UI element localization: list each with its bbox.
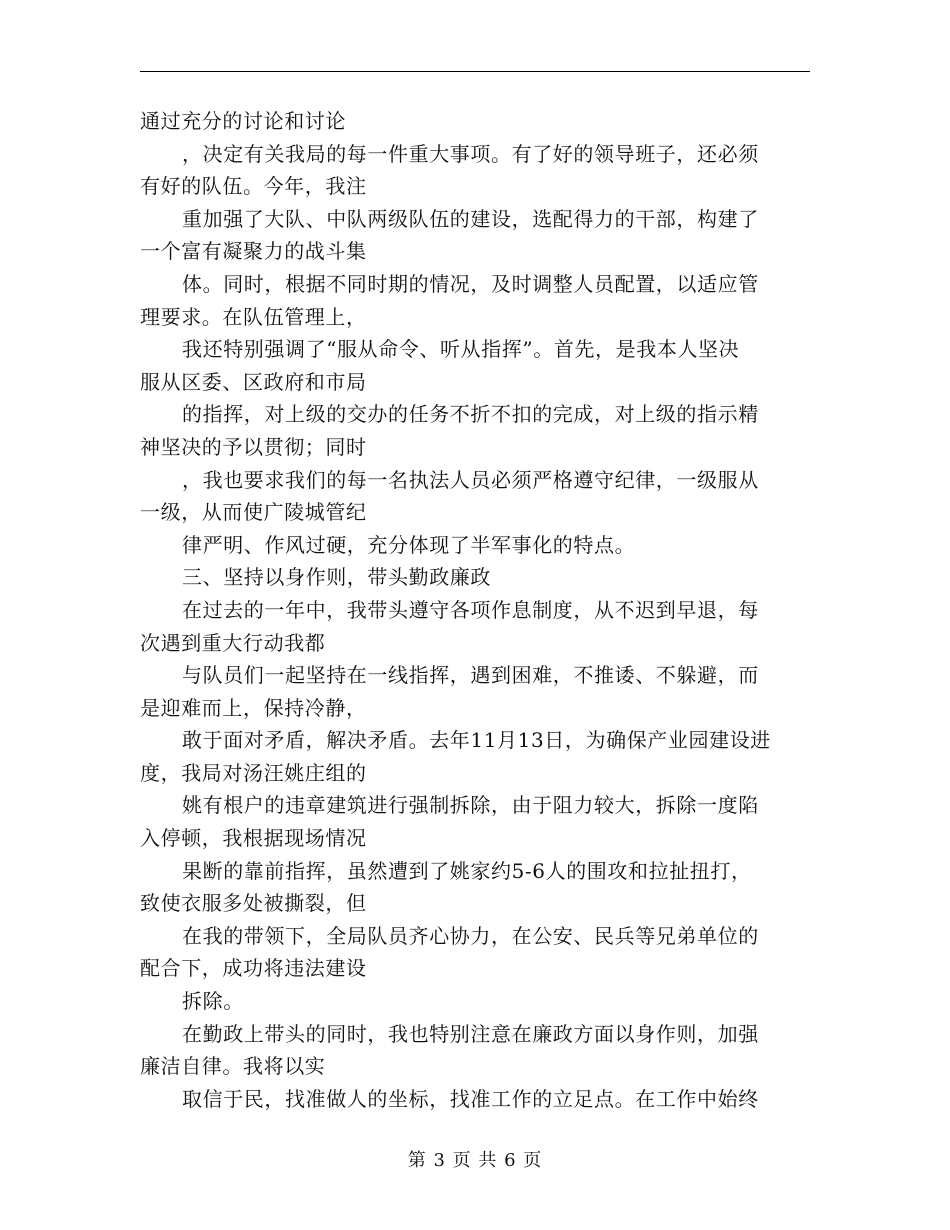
text-line: 是迎难而上，保持冷静，	[140, 695, 367, 720]
text-line: 在勤政上带头的同时，我也特别注意在廉政方面以身作则，加强	[182, 1021, 759, 1046]
text-line: 体。同时，根据不同时期的情况，及时调整人员配置，以适应管	[182, 271, 759, 296]
text-line: 律严明、作风过硬，充分体现了半军事化的特点。	[182, 532, 636, 557]
page-footer: 第 3 页 共 6 页	[407, 1150, 543, 1171]
text-line: 配合下，成功将违法建设	[140, 956, 367, 981]
text-line: 我还特别强调了“服从命令、听从指挥”。首先，是我本人坚决	[182, 337, 740, 362]
text-line: 取信于民，找准做人的坐标，找准工作的立足点。在工作中始终	[182, 1086, 759, 1111]
text-line: 在我的带领下，全局队员齐心协力，在公安、民兵等兄弟单位的	[182, 923, 759, 948]
text-line: ，决定有关我局的每一件重大事项。有了好的领导班子，还必须	[182, 141, 759, 166]
text-line: 的指挥，对上级的交办的任务不折不扣的完成，对上级的指示精	[182, 402, 759, 427]
text-line: 度，我局对汤汪姚庄组的	[140, 760, 367, 785]
text-line: 致使衣服多处被撕裂，但	[140, 891, 367, 916]
text-line: ，我也要求我们的每一名执法人员必须严格遵守纪律，一级服从	[182, 467, 759, 492]
body-text	[140, 105, 815, 1115]
text-line: 廉洁自律。我将以实	[140, 1054, 326, 1079]
text-line: 理要求。在队伍管理上，	[140, 304, 367, 329]
text-line: 服从区委、区政府和市局	[140, 369, 367, 394]
text-line: 神坚决的予以贯彻；同时	[140, 434, 367, 459]
text-line: 在过去的一年中，我带头遵守各项作息制度，从不迟到早退，每	[182, 597, 759, 622]
text-line: 一级，从而使广陵城管纪	[140, 500, 367, 525]
text-line: 通过充分的讨论和讨论	[140, 109, 346, 133]
text-line: 姚有根户的违章建筑进行强制拆除，由于阻力较大，拆除一度陷	[182, 793, 759, 818]
text-line: 次遇到重大行动我都	[140, 630, 326, 655]
text-line: 果断的靠前指挥，虽然遭到了姚家约5-6人的围攻和拉扯扭打，	[182, 858, 752, 883]
text-line: 敢于面对矛盾，解决矛盾。去年11月13日，为确保产业园建设进	[182, 728, 771, 753]
text-line: 入停顿，我根据现场情况	[140, 826, 367, 851]
text-line: 一个富有凝聚力的战斗集	[140, 239, 367, 264]
text-line: 三、坚持以身作则，带头勤政廉政	[182, 565, 491, 590]
text-line: 拆除。	[182, 989, 244, 1014]
header-rule	[140, 71, 810, 72]
text-line: 重加强了大队、中队两级队伍的建设，选配得力的干部，构建了	[182, 206, 759, 231]
text-line: 与队员们一起坚持在一线指挥，遇到困难，不推诿、不躲避，而	[182, 663, 759, 688]
text-line: 有好的队伍。今年，我注	[140, 174, 367, 199]
